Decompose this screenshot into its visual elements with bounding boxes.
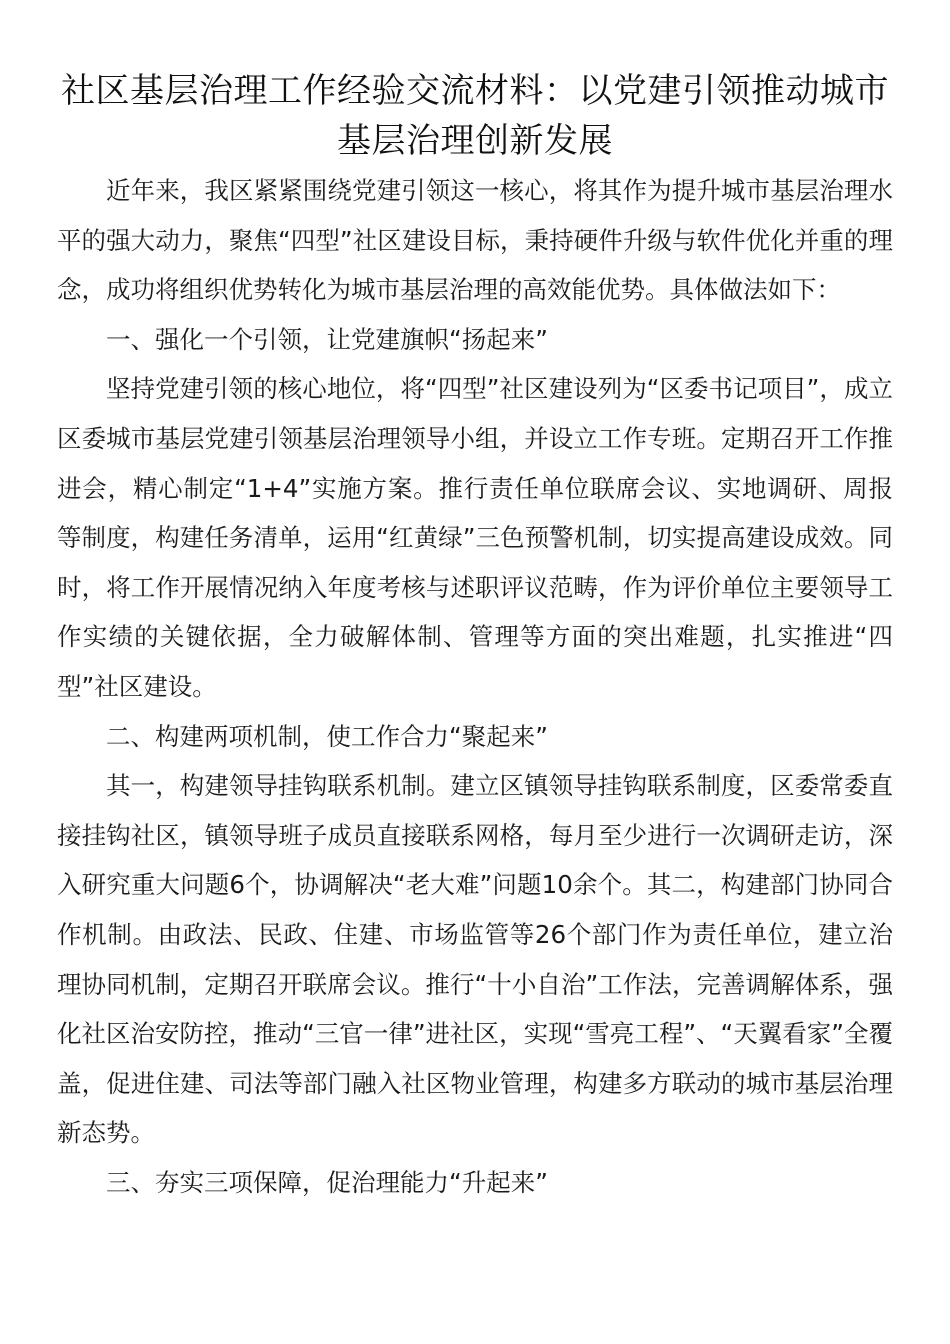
section-2-body: 其一，构建领导挂钩联系机制。建立区镇领导挂钩联系制度，区委常委直接挂钩社区，镇领导班子成员直接联系网格，每月至少进行一次调研走访，深入研究重大问题6个，协调解决“老大难”问题10余个。其二，构建部门协同合作机制。由政法、民政、住建、市场监管等26个部门作为责任单位，建立治理协同机制，定期召开联席会议。推行“十小自治”工作法，完善调解体系，强化社区治安防控，推动“三官一律”进社区，实现“雪亮工程”、“天翼看家”全覆盖，促进住建、司法等部门融入社区物业管理，构建多方联动的城市基层治理新态势。: [57, 771, 893, 1148]
section-1-body: 坚持党建引领的核心地位，将“四型”社区建设列为“区委书记项目”，成立区委城市基层党建引领基层治理领导小组，并设立工作专班。定期召开工作推进会，精心制定“1+4”实施方案。推行责任单位联席会议、实地调研、周报等制度，构建任务清单，运用“红黄绿”三色预警机制，切实提高建设成效。同时，将工作开展情况纳入年度考核与述职评议范畴，作为评价单位主要领导工作实绩的关键依据，全力破解体制、管理等方面的突出难题，扎实推进“四型”社区建设。: [57, 374, 893, 701]
title-block: [57, 66, 893, 166]
section-1-heading: 一、强化一个引领，让党建旗帜“扬起来”: [106, 324, 548, 354]
section-2-heading: 二、构建两项机制，使工作合力“聚起来”: [106, 721, 548, 751]
document-page: [57, 66, 893, 1207]
intro-paragraph: 近年来，我区紧紧围绕党建引领这一核心，将其作为提升城市基层治理水平的强大动力，聚焦“四型”社区建设目标，秉持硬件升级与软件优化并重的理念，成功将组织优势转化为城市基层治理的高效能优势。具体做法如下：: [57, 176, 893, 305]
document-title: 社区基层治理工作经验交流材料：以党建引领推动城市基层治理创新发展: [61, 71, 889, 161]
section-3-heading: 三、夯实三项保障，促治理能力“升起来”: [106, 1167, 548, 1197]
